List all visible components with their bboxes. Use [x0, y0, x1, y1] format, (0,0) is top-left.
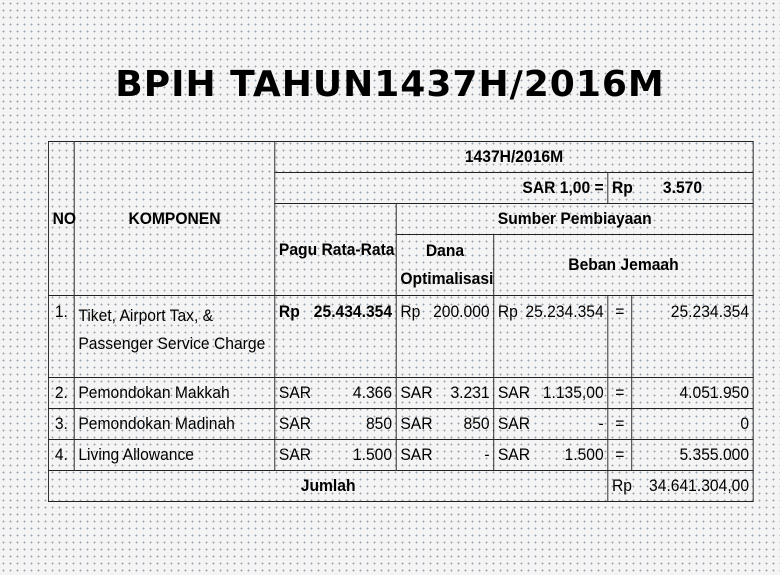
jumlah-total	[608, 471, 753, 502]
dana-currency: SAR	[400, 414, 433, 433]
header-beban: Beban Jemaah	[494, 235, 753, 296]
row-total: 4.051.950	[632, 378, 753, 409]
row-komponen: Tiket, Airport Tax, & Passenger Service Charge	[74, 296, 275, 378]
header-no: NO	[48, 142, 74, 296]
row-dana	[396, 440, 494, 471]
table-row	[48, 296, 753, 378]
table-row	[48, 378, 753, 409]
beban-value: 1.500	[564, 445, 604, 464]
row-equals: =	[608, 296, 632, 378]
row-beban	[494, 440, 608, 471]
pagu-value: 4.366	[352, 383, 393, 402]
jumlah-currency: Rp	[611, 476, 632, 495]
pagu-value: 25.434.354	[313, 302, 393, 321]
beban-value: 25.234.354	[525, 302, 604, 321]
dana-value: 200.000	[433, 302, 490, 321]
table-row	[48, 440, 753, 471]
row-no: 4.	[48, 440, 74, 471]
header-kurs-value	[608, 173, 753, 204]
page-title: BPIH TAHUN1437H/2016M	[115, 64, 665, 105]
row-beban	[494, 378, 608, 409]
pagu-currency: Rp	[278, 302, 300, 321]
jumlah-label: Jumlah	[48, 471, 607, 502]
row-equals: =	[608, 378, 632, 409]
row-pagu	[275, 296, 396, 378]
row-equals: =	[608, 440, 632, 471]
dana-currency: Rp	[400, 302, 421, 321]
dana-currency: SAR	[400, 445, 433, 464]
header-sumber: Sumber Pembiayaan	[396, 204, 753, 235]
row-total: 0	[632, 409, 753, 440]
dana-value: 850	[463, 414, 490, 433]
pagu-currency: SAR	[278, 383, 312, 402]
pagu-value: 850	[365, 414, 393, 433]
row-komponen: Pemondokan Madinah	[74, 409, 275, 440]
row-dana	[396, 378, 494, 409]
row-pagu	[275, 409, 396, 440]
beban-currency: SAR	[497, 414, 531, 433]
header-pagu: Pagu Rata-Rata	[275, 204, 396, 296]
row-beban	[494, 296, 608, 378]
table-row	[48, 409, 753, 440]
row-total: 5.355.000	[632, 440, 753, 471]
header-year: 1437H/2016M	[275, 142, 753, 173]
bpih-table	[48, 141, 754, 502]
beban-currency: Rp	[497, 302, 518, 321]
dana-currency: SAR	[400, 383, 433, 402]
header-kurs-amount: 3.570	[662, 178, 703, 197]
pagu-currency: SAR	[278, 445, 312, 464]
row-total: 25.234.354	[632, 296, 753, 378]
row-pagu	[275, 440, 396, 471]
row-komponen: Pemondokan Makkah	[74, 378, 275, 409]
pagu-value: 1.500	[352, 445, 393, 464]
beban-currency: SAR	[497, 383, 531, 402]
header-kurs-currency: Rp	[611, 178, 633, 197]
dana-value: -	[484, 445, 490, 464]
row-equals: =	[608, 409, 632, 440]
beban-value: 1.135,00	[542, 383, 604, 402]
row-beban	[494, 409, 608, 440]
jumlah-value: 34.641.304,00	[649, 476, 750, 495]
beban-currency: SAR	[497, 445, 531, 464]
row-pagu	[275, 378, 396, 409]
jumlah-row	[48, 471, 753, 502]
header-komponen: KOMPONEN	[74, 142, 275, 296]
row-dana	[396, 296, 494, 378]
row-no: 3.	[48, 409, 74, 440]
row-dana	[396, 409, 494, 440]
beban-value: -	[598, 414, 604, 433]
header-kurs-label: SAR 1,00 =	[275, 173, 608, 204]
row-no: 2.	[48, 378, 74, 409]
row-komponen: Living Allowance	[74, 440, 275, 471]
dana-value: 3.231	[450, 383, 490, 402]
row-no: 1.	[48, 296, 74, 378]
header-dana: Dana Optimalisasi	[396, 235, 494, 296]
pagu-currency: SAR	[278, 414, 312, 433]
